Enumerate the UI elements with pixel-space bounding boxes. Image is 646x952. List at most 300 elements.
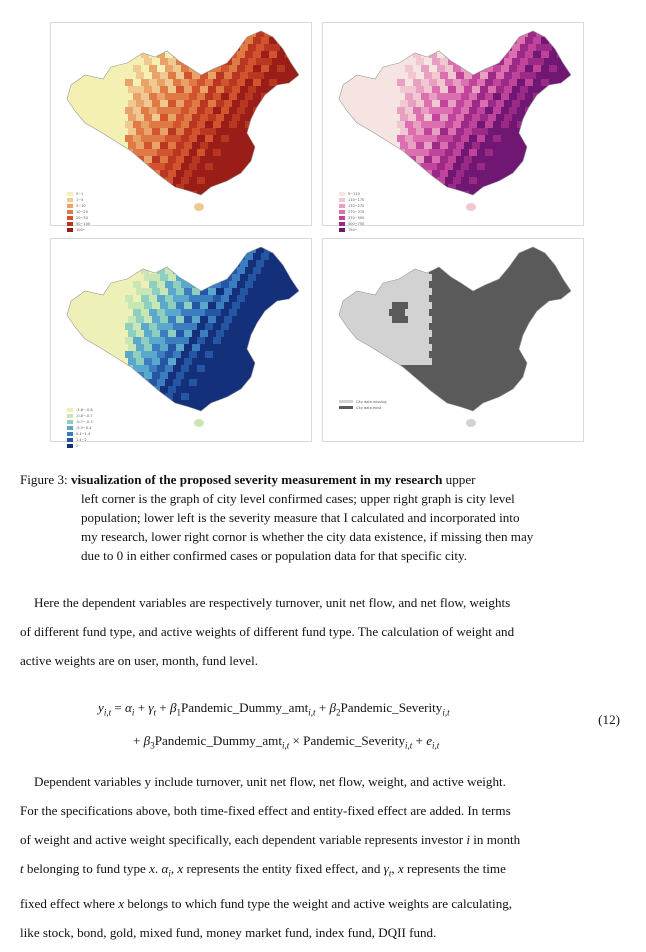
- map-region-cell: [229, 379, 238, 387]
- map-region-cell: [384, 128, 393, 136]
- map-region-cell: [296, 274, 305, 282]
- map-region-cell: [392, 44, 401, 52]
- map-region-cell: [181, 135, 190, 143]
- map-region-cell: [528, 302, 537, 310]
- map-region-cell: [221, 253, 230, 261]
- map-region-cell: [448, 114, 457, 122]
- map-region-cell: [573, 163, 582, 171]
- map-region-cell: [277, 107, 286, 115]
- map-region-cell: [88, 170, 97, 178]
- map-region-cell: [525, 323, 534, 331]
- map-region-cell: [432, 156, 441, 164]
- map-region-cell: [157, 135, 166, 143]
- map-region-cell: [408, 156, 417, 164]
- map-region-cell: [469, 65, 478, 73]
- map-region-cell: [61, 79, 70, 87]
- map-region-cell: [437, 51, 446, 59]
- map-region-cell: [285, 121, 294, 129]
- map-region-cell: [437, 365, 446, 373]
- map-region-cell: [77, 65, 86, 73]
- legend-label: 270~370: [348, 209, 365, 214]
- map-region-cell: [501, 65, 510, 73]
- map-region-cell: [576, 274, 585, 282]
- map-region-cell: [224, 170, 233, 178]
- map-region-cell: [501, 365, 510, 373]
- map-region-cell: [280, 184, 289, 192]
- map-region-cell: [448, 30, 457, 38]
- map-region-cell: [213, 65, 222, 73]
- map-region-cell: [93, 323, 102, 331]
- map-region-cell: [421, 177, 430, 185]
- map-region-cell: [504, 128, 513, 136]
- map-region-cell: [141, 239, 150, 247]
- map-region-cell: [176, 358, 185, 366]
- map-region-cell: [552, 274, 561, 282]
- map-region-cell: [349, 351, 358, 359]
- map-region-cell: [288, 142, 297, 150]
- map-region-cell: [344, 316, 353, 324]
- map-region-cell: [408, 344, 417, 352]
- map-region-cell: [157, 295, 166, 303]
- map-region-cell: [533, 107, 542, 115]
- map-region-cell: [496, 128, 505, 136]
- map-region-cell: [341, 239, 350, 247]
- map-region-cell: [181, 107, 190, 115]
- map-region-cell: [77, 177, 86, 185]
- map-region-cell: [120, 128, 129, 136]
- map-region-cell: [568, 246, 577, 254]
- map-region-cell: [80, 246, 89, 254]
- map-region-cell: [205, 121, 214, 129]
- map-region-cell: [504, 372, 513, 380]
- map-region-cell: [413, 23, 422, 31]
- map-region-cell: [429, 309, 438, 317]
- map-region-cell: [528, 170, 537, 178]
- map-region-cell: [381, 365, 390, 373]
- map-region-cell: [208, 372, 217, 380]
- map-region-cell: [440, 142, 449, 150]
- map-region-cell: [477, 309, 486, 317]
- map-region-cell: [288, 246, 297, 254]
- map-region-cell: [496, 184, 505, 192]
- map-region-cell: [109, 323, 118, 331]
- map-region-cell: [565, 407, 574, 415]
- map-region-cell: [160, 58, 169, 66]
- map-region-cell: [245, 239, 254, 247]
- map-region-cell: [88, 246, 97, 254]
- map-region-cell: [389, 365, 398, 373]
- map-region-cell: [552, 58, 561, 66]
- map-region-cell: [381, 309, 390, 317]
- map-region-cell: [368, 156, 377, 164]
- map-region-cell: [333, 107, 342, 115]
- map-region-cell: [405, 163, 414, 171]
- map-region-cell: [357, 79, 366, 87]
- map-region-cell: [477, 351, 486, 359]
- map-region-cell: [288, 72, 297, 80]
- map-region-cell: [133, 135, 142, 143]
- map-region-cell: [485, 93, 494, 101]
- map-region-cell: [344, 386, 353, 394]
- map-region-cell: [565, 253, 574, 261]
- map-region-cell: [112, 246, 121, 254]
- map-region-cell: [213, 393, 222, 401]
- legend-label: 1~5: [76, 197, 84, 202]
- map-region-cell: [437, 177, 446, 185]
- map-region-cell: [525, 23, 534, 31]
- map-region-cell: [408, 400, 417, 408]
- map-region-cell: [421, 365, 430, 373]
- map-region-cell: [496, 274, 505, 282]
- map-region-cell: [104, 30, 113, 38]
- map-region-cell: [440, 288, 449, 296]
- map-region-cell: [136, 386, 145, 394]
- map-region-cell: [477, 37, 486, 45]
- map-region-cell: [272, 414, 281, 422]
- map-region-cell: [293, 393, 302, 401]
- map-region-cell: [216, 44, 225, 52]
- map-region-cell: [336, 30, 345, 38]
- map-region-cell: [205, 93, 214, 101]
- map-region-cell: [181, 393, 190, 401]
- map-region-cell: [181, 407, 190, 415]
- map-region-cell: [496, 114, 505, 122]
- map-region-cell: [576, 400, 585, 408]
- map-region-cell: [184, 100, 193, 108]
- map-region-cell: [149, 149, 158, 157]
- map-region-cell: [120, 386, 129, 394]
- map-region-cell: [256, 58, 265, 66]
- map-region-cell: [173, 393, 182, 401]
- map-region-cell: [173, 295, 182, 303]
- map-region-cell: [357, 121, 366, 129]
- map-region-cell: [269, 281, 278, 289]
- map-region-cell: [536, 372, 545, 380]
- legend-item: [67, 419, 117, 424]
- map-region-cell: [80, 302, 89, 310]
- map-region-cell: [448, 100, 457, 108]
- map-region-cell: [61, 337, 70, 345]
- map-region-cell: [221, 51, 230, 59]
- map-region-cell: [517, 309, 526, 317]
- map-region-cell: [141, 37, 150, 45]
- map-region-cell: [272, 400, 281, 408]
- map-region-cell: [77, 393, 86, 401]
- map-region-cell: [560, 128, 569, 136]
- map-region-cell: [424, 372, 433, 380]
- map-region-cell: [536, 400, 545, 408]
- map-region-cell: [192, 302, 201, 310]
- map-region-cell: [125, 163, 134, 171]
- map-region-cell: [176, 302, 185, 310]
- map-region-cell: [117, 365, 126, 373]
- map-region-cell: [485, 51, 494, 59]
- map-region-cell: [504, 344, 513, 352]
- caption-title: visualization of the proposed severity measurement in my research: [70, 472, 443, 487]
- map-region-cell: [416, 184, 425, 192]
- map-region-cell: [568, 86, 577, 94]
- map-region-cell: [352, 128, 361, 136]
- map-region-cell: [557, 407, 566, 415]
- map-region-cell: [208, 288, 217, 296]
- map-region-cell: [360, 170, 369, 178]
- map-region-cell: [181, 79, 190, 87]
- map-region-cell: [272, 198, 281, 206]
- map-region-cell: [549, 323, 558, 331]
- map-region-cell: [528, 372, 537, 380]
- map-region-cell: [208, 302, 217, 310]
- map-region-cell: [285, 191, 294, 199]
- map-region-cell: [261, 267, 270, 275]
- map-region-cell: [157, 407, 166, 415]
- map-region-cell: [432, 414, 441, 422]
- map-region-cell: [400, 260, 409, 268]
- map-region-cell: [221, 37, 230, 45]
- map-region-cell: [501, 351, 510, 359]
- map-region-cell: [277, 365, 286, 373]
- map-region-cell: [277, 239, 286, 247]
- map-region-cell: [480, 414, 489, 422]
- map-region-cell: [176, 100, 185, 108]
- map-region-cell: [165, 267, 174, 275]
- map-region-cell: [352, 100, 361, 108]
- map-region-cell: [384, 72, 393, 80]
- map-region-cell: [133, 253, 142, 261]
- map-region-cell: [237, 351, 246, 359]
- map-region-cell: [480, 44, 489, 52]
- map-region-cell: [493, 177, 502, 185]
- map-region-cell: [493, 37, 502, 45]
- map-region-cell: [568, 170, 577, 178]
- map-region-cell: [373, 323, 382, 331]
- map-region-cell: [573, 149, 582, 157]
- map-region-cell: [573, 107, 582, 115]
- map-region-cell: [136, 400, 145, 408]
- legend-label: 20~50: [76, 215, 88, 220]
- map-region-cell: [488, 72, 497, 80]
- map-region-cell: [213, 323, 222, 331]
- map-region-cell: [101, 177, 110, 185]
- map-region-cell: [349, 253, 358, 261]
- map-region-cell: [445, 177, 454, 185]
- map-region-cell: [496, 358, 505, 366]
- map-region-cell: [264, 86, 273, 94]
- map-region-cell: [144, 316, 153, 324]
- map-region-cell: [192, 274, 201, 282]
- map-region-cell: [304, 302, 313, 310]
- map-region-cell: [376, 44, 385, 52]
- map-region-cell: [184, 316, 193, 324]
- map-region-cell: [157, 365, 166, 373]
- map-region-cell: [264, 288, 273, 296]
- map-region-cell: [256, 358, 265, 366]
- map-region-cell: [453, 65, 462, 73]
- map-region-cell: [221, 379, 230, 387]
- map-region-cell: [464, 184, 473, 192]
- map-region-cell: [160, 372, 169, 380]
- map-region-cell: [448, 128, 457, 136]
- map-region-cell: [424, 316, 433, 324]
- map-region-cell: [261, 351, 270, 359]
- map-region-cell: [104, 170, 113, 178]
- map-region-cell: [200, 142, 209, 150]
- map-region-cell: [485, 163, 494, 171]
- map-region-cell: [557, 309, 566, 317]
- map-region-cell: [397, 177, 406, 185]
- map-region-cell: [245, 23, 254, 31]
- map-region-cell: [488, 142, 497, 150]
- map-region-cell: [288, 198, 297, 206]
- map-region-cell: [408, 142, 417, 150]
- map-region-cell: [400, 100, 409, 108]
- map-region-cell: [176, 72, 185, 80]
- map-region-cell: [101, 65, 110, 73]
- map-region-cell: [533, 163, 542, 171]
- map-region-cell: [349, 163, 358, 171]
- map-region-cell: [101, 309, 110, 317]
- map-region-cell: [224, 302, 233, 310]
- map-region-cell: [453, 23, 462, 31]
- map-region-cell: [232, 156, 241, 164]
- map-region-cell: [149, 191, 158, 199]
- map-region-cell: [560, 372, 569, 380]
- map-region-cell: [101, 37, 110, 45]
- map-region-cell: [400, 400, 409, 408]
- map-region-cell: [117, 163, 126, 171]
- map-region-cell: [437, 379, 446, 387]
- map-region-cell: [344, 330, 353, 338]
- map-region-cell: [416, 86, 425, 94]
- map-region-cell: [261, 281, 270, 289]
- map-region-cell: [61, 239, 70, 247]
- map-region-cell: [229, 309, 238, 317]
- map-region-cell: [576, 100, 585, 108]
- map-region-cell: [301, 351, 310, 359]
- map-region-cell: [280, 302, 289, 310]
- map-region-cell: [416, 414, 425, 422]
- map-region-cell: [576, 198, 585, 206]
- map-region-cell: [448, 184, 457, 192]
- map-region-cell: [301, 407, 310, 415]
- map-region-cell: [528, 114, 537, 122]
- map-region-cell: [133, 351, 142, 359]
- map-region-cell: [501, 253, 510, 261]
- map-region-cell: [453, 365, 462, 373]
- legend-swatch: [67, 414, 73, 418]
- map-region-cell: [125, 351, 134, 359]
- map-region-cell: [85, 149, 94, 157]
- map-region-cell: [429, 79, 438, 87]
- map-region-cell: [152, 114, 161, 122]
- map-region-cell: [576, 114, 585, 122]
- map-region-cell: [88, 30, 97, 38]
- map-region-cell: [448, 246, 457, 254]
- map-region-cell: [464, 156, 473, 164]
- map-region-cell: [237, 23, 246, 31]
- map-region-cell: [85, 79, 94, 87]
- map-region-cell: [136, 260, 145, 268]
- map-region-cell: [221, 107, 230, 115]
- map-region-cell: [352, 114, 361, 122]
- map-region-cell: [509, 163, 518, 171]
- map-region-cell: [205, 177, 214, 185]
- map-region-cell: [304, 128, 313, 136]
- legend-item: [339, 227, 389, 232]
- map-region-cell: [288, 330, 297, 338]
- map-region-cell: [216, 86, 225, 94]
- map-region-cell: [256, 344, 265, 352]
- map-region-cell: [269, 23, 278, 31]
- map-region-cell: [144, 86, 153, 94]
- map-region-cell: [477, 191, 486, 199]
- map-region-cell: [485, 177, 494, 185]
- map-region-cell: [304, 414, 313, 422]
- map-region-cell: [269, 135, 278, 143]
- map-region-cell: [296, 198, 305, 206]
- legend-label: -0.3~0.4: [76, 425, 92, 430]
- map-region-cell: [240, 316, 249, 324]
- map-region-cell: [357, 239, 366, 247]
- map-region-cell: [520, 344, 529, 352]
- map-region-cell: [152, 72, 161, 80]
- map-region-cell: [445, 79, 454, 87]
- map-region-cell: [224, 288, 233, 296]
- map-region-cell: [80, 260, 89, 268]
- map-region-cell: [408, 414, 417, 422]
- map-region-cell: [432, 198, 441, 206]
- map-region-cell: [165, 337, 174, 345]
- map-region-cell: [461, 323, 470, 331]
- map-region-cell: [440, 30, 449, 38]
- map-region-cell: [397, 253, 406, 261]
- map-region-cell: [125, 393, 134, 401]
- map-region-cell: [152, 302, 161, 310]
- legend-swatch: [67, 438, 73, 442]
- map-region-cell: [272, 344, 281, 352]
- map-region-cell: [552, 372, 561, 380]
- map-region-cell: [301, 51, 310, 59]
- map-region-cell: [472, 128, 481, 136]
- map-region-cell: [432, 246, 441, 254]
- map-region-cell: [573, 23, 582, 31]
- map-region-cell: [144, 156, 153, 164]
- map-region-cell: [93, 351, 102, 359]
- map-region-cell: [344, 58, 353, 66]
- map-region-cell: [333, 239, 342, 247]
- map-region-cell: [501, 281, 510, 289]
- map-region-cell: [341, 177, 350, 185]
- map-region-cell: [160, 400, 169, 408]
- map-region-cell: [541, 295, 550, 303]
- map-region-cell: [88, 86, 97, 94]
- map-region-cell: [104, 330, 113, 338]
- map-region-cell: [280, 128, 289, 136]
- map-region-cell: [469, 93, 478, 101]
- map-region-cell: [232, 30, 241, 38]
- map-region-cell: [261, 191, 270, 199]
- map-region-cell: [517, 323, 526, 331]
- map-region-cell: [469, 239, 478, 247]
- map-region-cell: [184, 72, 193, 80]
- map-region-cell: [360, 316, 369, 324]
- map-region-cell: [501, 393, 510, 401]
- map-region-cell: [77, 37, 86, 45]
- map-region-cell: [125, 107, 134, 115]
- map-region-cell: [192, 288, 201, 296]
- caption-line-5: due to 0 in either confirmed cases or population data for that specific city.: [81, 548, 468, 563]
- map-region-cell: [296, 386, 305, 394]
- map-region-cell: [496, 372, 505, 380]
